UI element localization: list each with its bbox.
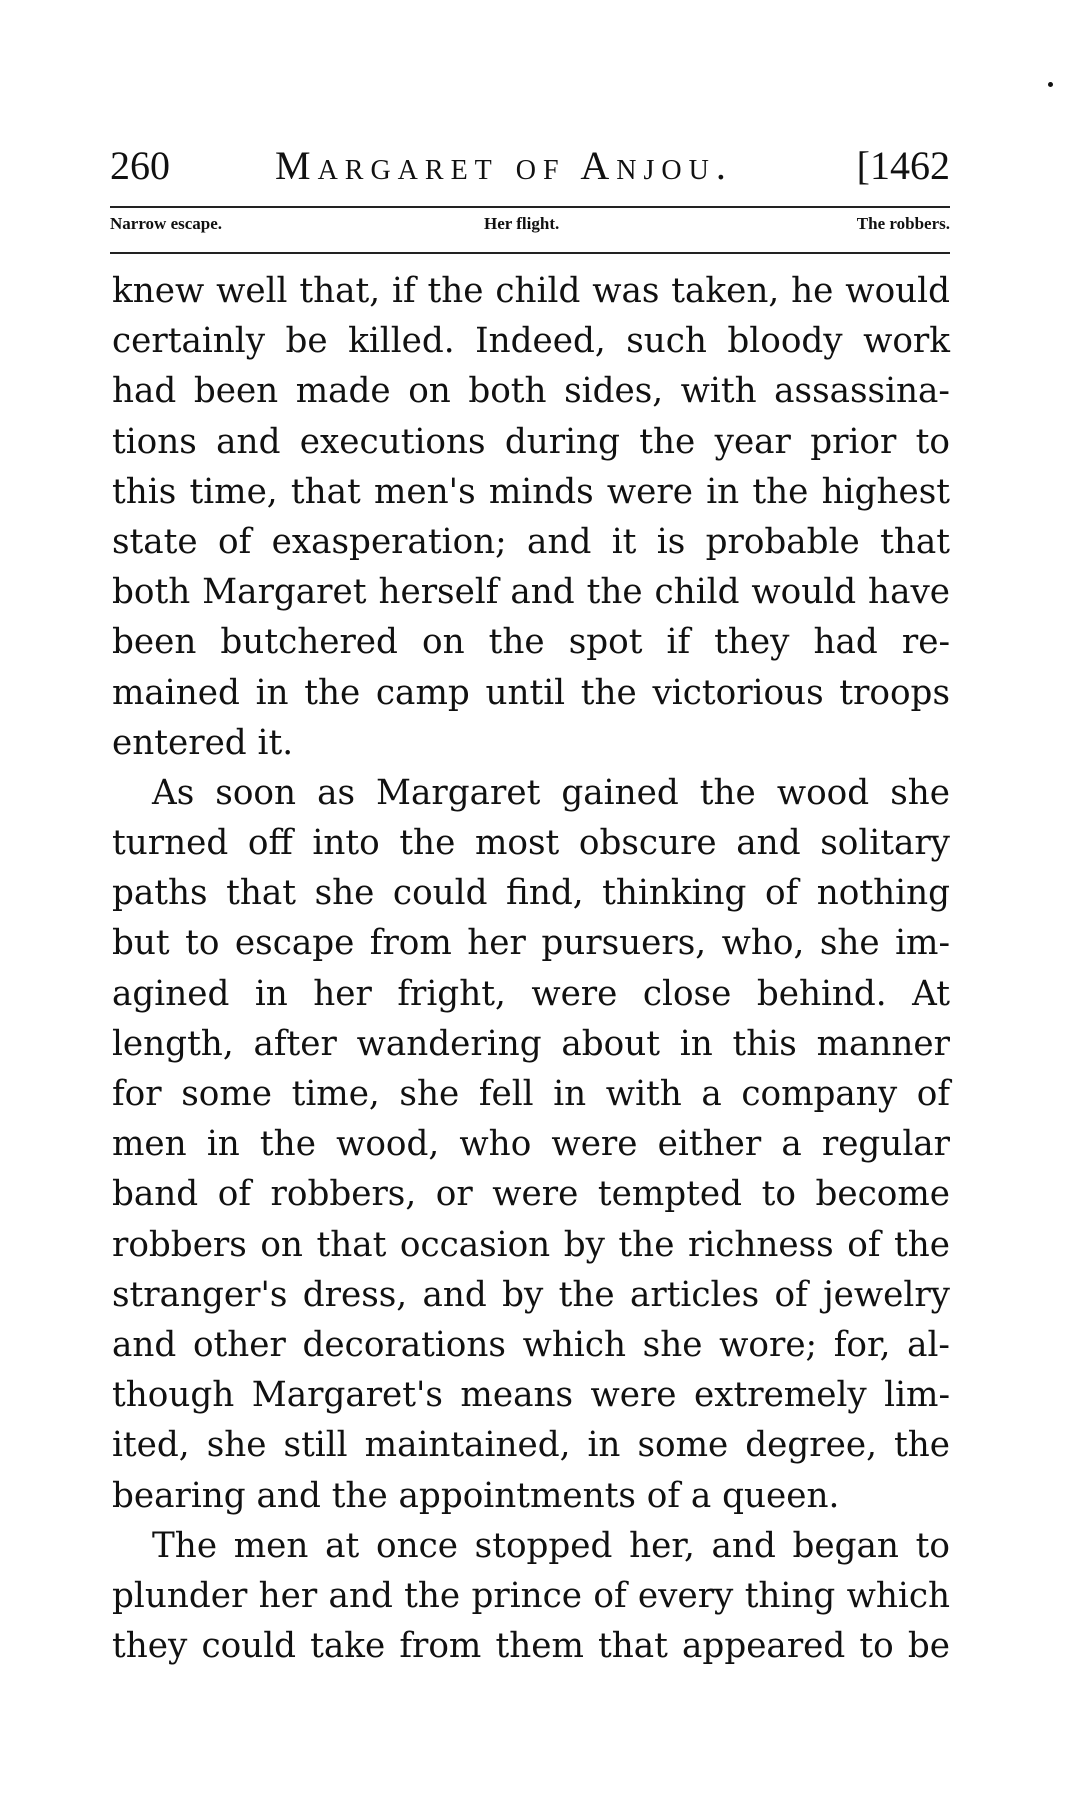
text-line: been butchered on the spot if they had re- bbox=[112, 622, 950, 663]
text-line: for some time, she fell in with a company of bbox=[112, 1074, 950, 1114]
side-headings bbox=[110, 214, 950, 244]
year-label: [1462 bbox=[856, 143, 950, 188]
body-text bbox=[112, 266, 950, 1671]
text-line: and other decorations which she wore; for, al- bbox=[112, 1324, 950, 1365]
text-line: but to escape from her pursuers, who, she im- bbox=[112, 923, 950, 964]
text-line: had been made on both sides, with assassina- bbox=[112, 371, 950, 412]
side-heading-right: The robbers. bbox=[856, 214, 950, 233]
text-line: mained in the camp until the victorious troops bbox=[112, 672, 950, 713]
text-line: turned off into the most obscure and solitary bbox=[112, 823, 950, 864]
side-heading-center: Her flight. bbox=[484, 214, 560, 233]
text-line: men in the wood, who were either a regular bbox=[112, 1124, 950, 1165]
text-line: they could take from them that appeared to be bbox=[112, 1626, 950, 1667]
header-rule-bottom bbox=[110, 252, 950, 254]
side-heading-left: Narrow escape. bbox=[110, 214, 223, 233]
text-line: The men at once stopped her, and began to bbox=[152, 1525, 950, 1566]
text-line: knew well that, if the child was taken, he would bbox=[112, 271, 950, 311]
text-line: plunder her and the prince of every thing which bbox=[112, 1575, 950, 1616]
text-line: bearing and the appointments of a queen. bbox=[112, 1475, 840, 1516]
ink-speck bbox=[1048, 82, 1053, 87]
book-title: Margaret of Anjou. bbox=[275, 143, 733, 188]
page-number: 260 bbox=[110, 143, 170, 188]
text-line: robbers on that occasion by the richness of the bbox=[112, 1224, 950, 1265]
text-line: tions and executions during the year prior to bbox=[112, 421, 950, 462]
text-line: this time, that men's minds were in the highest bbox=[112, 471, 950, 512]
text-line: both Margaret herself and the child would have bbox=[112, 572, 950, 613]
text-line: As soon as Margaret gained the wood she bbox=[152, 772, 950, 813]
text-line: certainly be killed. Indeed, such bloody work bbox=[112, 321, 950, 362]
text-line: length, after wandering about in this manner bbox=[112, 1023, 950, 1064]
text-line: state of exasperation; and it is probable that bbox=[112, 521, 950, 562]
header-rule-top bbox=[110, 206, 950, 208]
text-line: entered it. bbox=[112, 722, 294, 763]
text-line: ited, she still maintained, in some degree, the bbox=[112, 1425, 950, 1466]
text-line: though Margaret's means were extremely lim- bbox=[112, 1375, 950, 1416]
text-line: stranger's dress, and by the articles of jewelry bbox=[112, 1274, 950, 1315]
running-head bbox=[110, 142, 950, 198]
text-line: band of robbers, or were tempted to become bbox=[112, 1174, 950, 1215]
text-line: paths that she could find, thinking of nothing bbox=[112, 873, 950, 914]
text-line: agined in her fright, were close behind. At bbox=[112, 973, 950, 1014]
